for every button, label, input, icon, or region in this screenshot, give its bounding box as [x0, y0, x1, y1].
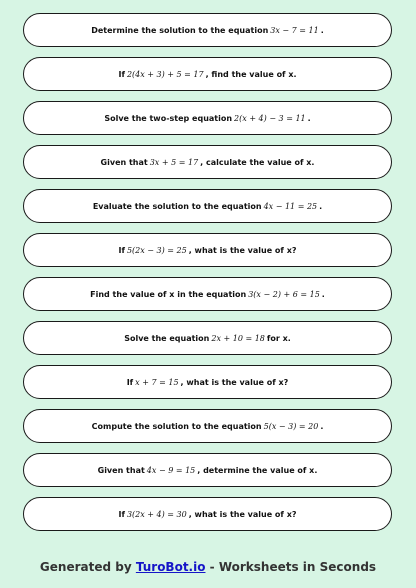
question-equation: 3(2x + 4) = 30 [126, 509, 187, 519]
footer-suffix: - Worksheets in Seconds [209, 560, 377, 574]
question-card [23, 57, 392, 91]
question-card [23, 189, 392, 223]
question-equation: 2(4x + 3) + 5 = 17 [126, 69, 204, 79]
question-card [23, 497, 392, 531]
question-text: Solve the equation [124, 333, 210, 343]
question-equation: 2(x + 4) − 3 = 11 [234, 113, 306, 123]
question-card [23, 277, 392, 311]
question-text: Solve the two-step equation [104, 113, 233, 123]
question-text: Given that [100, 157, 148, 167]
question-text: Compute the solution to the equation [91, 421, 262, 431]
footer [0, 560, 416, 574]
question-text: If [118, 509, 125, 519]
question-card [23, 321, 392, 355]
question-equation: 5(2x − 3) = 25 [126, 245, 187, 255]
question-equation: 3(x − 2) + 6 = 15 [248, 289, 320, 299]
question-equation: 3x + 5 = 17 [149, 157, 199, 167]
question-text-end: . [319, 201, 323, 211]
footer-prefix: Generated by [39, 560, 132, 574]
question-text: If [118, 245, 125, 255]
question-text-end: , what is the value of x? [188, 245, 297, 255]
question-card [23, 13, 392, 47]
question-text-end: . [320, 25, 324, 35]
question-equation: 2x + 10 = 18 [211, 333, 265, 343]
question-text-end: , determine the value of x. [197, 465, 318, 475]
question-text: If [126, 377, 134, 387]
question-equation: 4x − 9 = 15 [146, 465, 196, 475]
question-text-end: . [320, 421, 324, 431]
question-text-end: for x. [266, 333, 291, 343]
question-equation: x + 7 = 15 [135, 377, 179, 387]
question-text-end: , what is the value of x? [180, 377, 289, 387]
question-text-end: , calculate the value of x. [200, 157, 315, 167]
question-list [23, 13, 392, 541]
question-card [23, 365, 392, 399]
question-equation: 3x − 7 = 11 [270, 25, 319, 35]
question-text: Determine the solution to the equation [91, 25, 269, 35]
question-text: If [118, 69, 125, 79]
question-card [23, 409, 392, 443]
question-text: Find the value of x in the equation [90, 289, 247, 299]
question-text-end: . [321, 289, 325, 299]
question-equation: 4x − 11 = 25 [263, 201, 318, 211]
turobot-link[interactable]: TuroBot.io [135, 560, 206, 574]
question-card [23, 145, 392, 179]
question-text: Given that [97, 465, 145, 475]
question-card [23, 233, 392, 267]
question-card [23, 101, 392, 135]
question-equation: 5(x − 3) = 20 [263, 421, 319, 431]
question-card [23, 453, 392, 487]
question-text-end: , what is the value of x? [188, 509, 297, 519]
question-text-end: , find the value of x. [205, 69, 297, 79]
question-text: Evaluate the solution to the equation [92, 201, 262, 211]
question-text-end: . [307, 113, 311, 123]
